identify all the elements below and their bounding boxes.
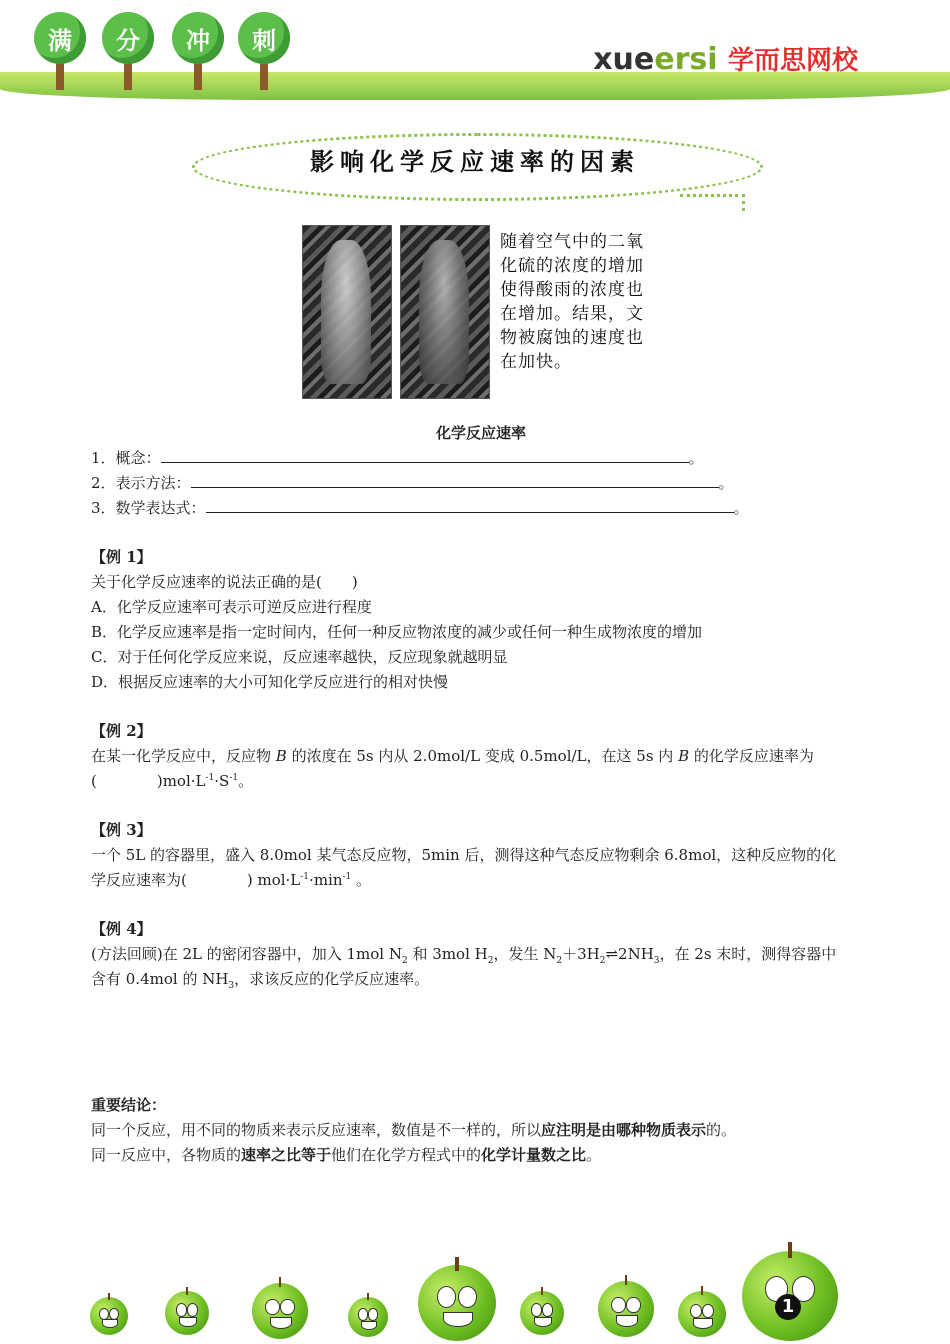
example-heading: 【例 2】 (91, 722, 152, 740)
example-text: 学反应速率为( ) $mol\cdot L^{-1}\cdot\min^{-1}$ 。 (91, 871, 372, 889)
page-title: 影响化学反应速率的因素 (310, 147, 640, 176)
answer-blank[interactable] (191, 473, 719, 488)
example-text: ( )$mol\cdot L^{-1}\cdot S^{-1}$。 (91, 772, 254, 790)
example-heading: 【例 4】 (91, 920, 152, 938)
option-c: C．对于任何化学反应来说，反应速率越快，反应现象就越明显 (91, 648, 508, 666)
figure-caption: 随着空气中的二氧化硫的浓度的增加使得酸雨的浓度也在增加。结果，文物被腐蚀的速度也在加快。 (500, 232, 644, 372)
statue-photo-before (302, 225, 392, 399)
example-question: 关于化学反应速率的说法正确的是( ) (91, 573, 358, 591)
concept-line: 1．概念： 。 (91, 449, 704, 467)
tree-decoration: 满 (34, 12, 86, 90)
footer-apples (0, 1245, 950, 1344)
apple-face-icon (678, 1291, 726, 1337)
example-heading: 【例 1】 (91, 548, 152, 566)
conclusion-text: 同一个反应，用不同的物质来表示反应速率，数值是不一样的，所以应注明是由哪种物质表示的。 (91, 1121, 737, 1139)
example-text: 含有 0.4mol 的 $NH_3$，求该反应的化学反应速率。 (91, 970, 430, 991)
answer-blank[interactable] (161, 448, 689, 463)
tree-decoration: 冲 (172, 12, 224, 90)
example-text: 在某一化学反应中，反应物 B 的浓度在 5s 内从 2.0mol/L 变成 0.5mol/L，在这 5s 内 B 的化学反应速率为 (91, 747, 814, 765)
header-banner (0, 0, 950, 100)
section-heading: 化学反应速率 (435, 424, 526, 442)
example-heading: 【例 3】 (91, 821, 152, 839)
tree-decoration: 分 (102, 12, 154, 90)
apple-face-icon (90, 1297, 128, 1335)
apple-face-icon (252, 1283, 308, 1339)
page-number: 1 (775, 1294, 801, 1320)
option-a: A．化学反应速率可表示可逆反应进行程度 (91, 598, 372, 616)
conclusion-text: 同一反应中，各物质的速率之比等于他们在化学方程式中的化学计量数之比。 (91, 1146, 602, 1164)
example-text: 一个 5L 的容器里，盛入 8.0mol 某气态反应物，5min 后，测得这种气态反应物剩余 6.8mol，这种反应物的化 (91, 846, 837, 864)
brand-logo: xueersi 学而思网校 (593, 42, 858, 77)
answer-blank[interactable] (206, 498, 734, 513)
apple-face-icon (348, 1297, 388, 1337)
apple-face-icon (598, 1281, 654, 1337)
example-text: (方法回顾)在 2L 的密闭容器中，加入 1mol $N_2$ 和 3mol $H_2$，发生 $N_2+3H_2\rightleftharpoons 2NH_3$，在 2s 末时，测得容器中 (91, 945, 837, 966)
conclusion-heading: 重要结论： (91, 1096, 167, 1114)
concept-line: 2．表示方法： 。 (91, 474, 734, 492)
tree-decoration: 刺 (238, 12, 290, 90)
concept-line: 3．数学表达式： 。 (91, 499, 749, 517)
apple-face-icon (165, 1291, 209, 1335)
option-d: D．根据反应速率的大小可知化学反应进行的相对快慢 (91, 673, 449, 691)
apple-face-icon (418, 1265, 496, 1341)
option-b: B．化学反应速率是指一定时间内，任何一种反应物浓度的减少或任何一种生成物浓度的增加 (91, 623, 703, 641)
equilibrium-arrow-icon: ⇌ (605, 945, 619, 963)
apple-face-icon (520, 1291, 564, 1335)
statue-photo-after (400, 225, 490, 399)
title-oval-tail (680, 194, 745, 211)
